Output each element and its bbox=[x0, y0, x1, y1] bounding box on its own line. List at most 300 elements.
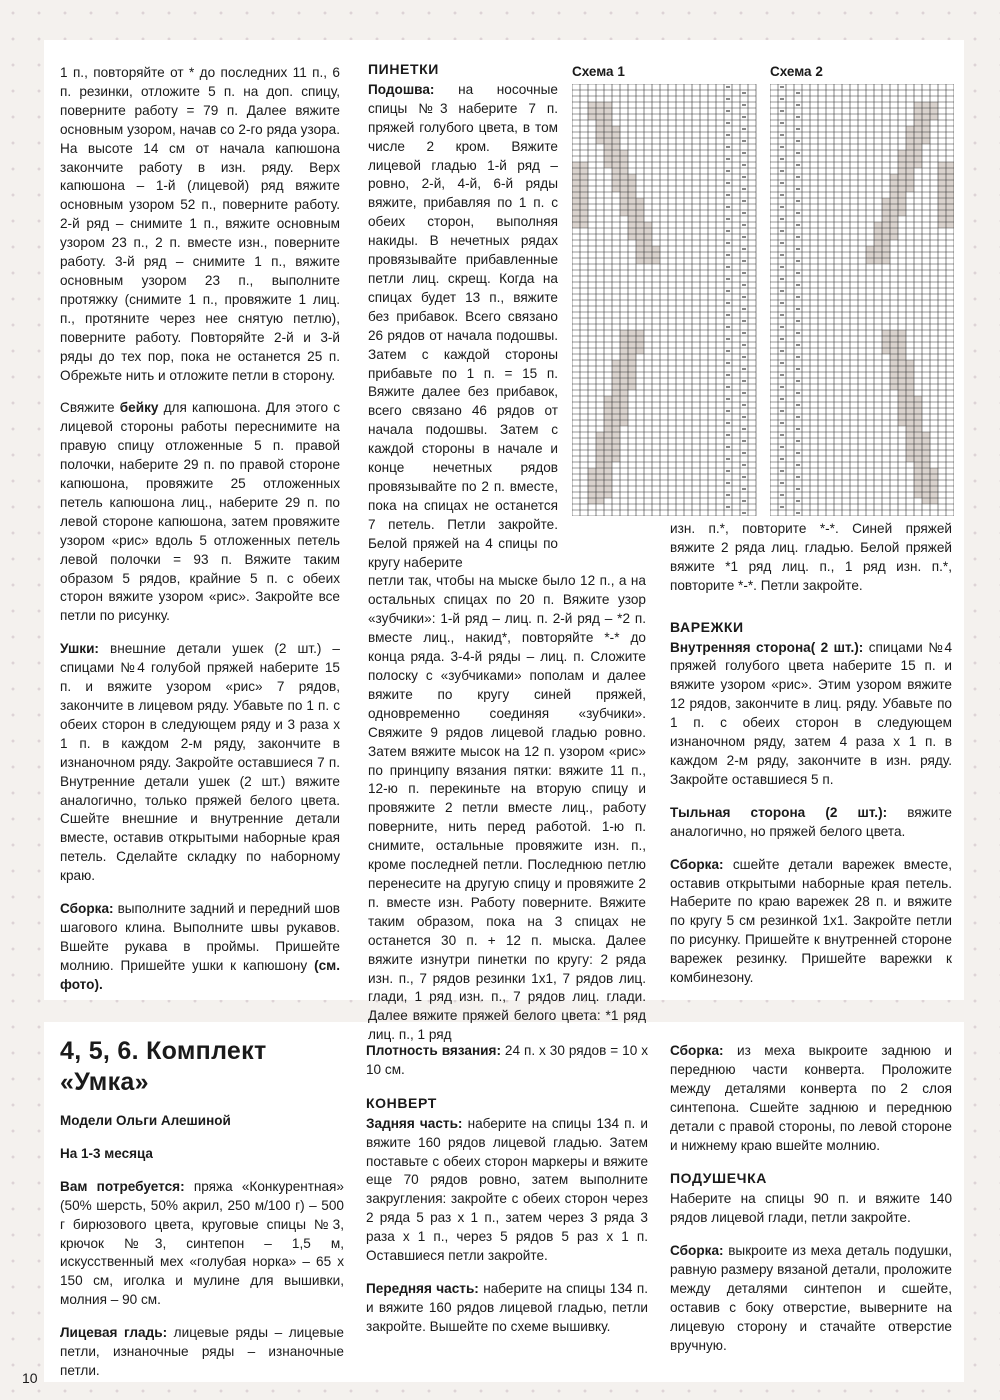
scheme-shaded-cell bbox=[898, 210, 906, 216]
scheme-shaded-cell bbox=[906, 360, 914, 366]
scheme-shaded-cell bbox=[882, 336, 890, 342]
scheme-shaded-cell bbox=[604, 126, 612, 132]
scheme-shaded-cell bbox=[612, 408, 620, 414]
author-line: Модели Ольги Алешиной bbox=[60, 1113, 231, 1128]
scheme-shaded-cell bbox=[596, 450, 604, 456]
scheme-shaded-cell bbox=[604, 132, 612, 138]
scheme-shaded-cell bbox=[580, 186, 588, 192]
scheme-shaded-cell bbox=[906, 144, 914, 150]
scheme-shaded-cell bbox=[930, 474, 938, 480]
scheme-shaded-cell bbox=[866, 258, 874, 264]
scheme-shaded-cell bbox=[620, 198, 628, 204]
scheme-shaded-cell bbox=[612, 144, 620, 150]
envelope-assembly-paragraph: Сборка: из меха выкроите заднюю и переднюю части конверта. Проложите между деталями конверта по 2 слоя синтепона. Сшейте заднюю и переднюю детали с правой стороны, по левой стороне и нижнему краю вшейте молнию. bbox=[670, 1043, 952, 1153]
scheme-shaded-cell bbox=[620, 366, 628, 372]
scheme-shaded-cell bbox=[620, 378, 628, 384]
scheme-shaded-cell bbox=[628, 366, 636, 372]
scheme-shaded-cell bbox=[612, 180, 620, 186]
scheme-shaded-cell bbox=[572, 180, 580, 186]
scheme-shaded-cell bbox=[628, 192, 636, 198]
scheme-shaded-cell bbox=[922, 432, 930, 438]
scheme-shaded-cell bbox=[874, 228, 882, 234]
scheme-shaded-cell bbox=[890, 234, 898, 240]
scheme-shaded-cell bbox=[604, 492, 612, 498]
scheme-shaded-cell bbox=[906, 402, 914, 408]
scheme-shaded-cell bbox=[588, 102, 596, 108]
scheme-shaded-cell bbox=[914, 162, 922, 168]
scheme-shaded-cell bbox=[946, 186, 954, 192]
scheme-shaded-cell bbox=[882, 210, 890, 216]
scheme-shaded-cell bbox=[612, 420, 620, 426]
scheme-shaded-cell bbox=[906, 438, 914, 444]
scheme-shaded-cell bbox=[882, 330, 890, 336]
scheme-shaded-cell bbox=[938, 198, 946, 204]
scheme-shaded-cell bbox=[636, 330, 644, 336]
scheme-shaded-cell bbox=[612, 186, 620, 192]
scheme-shaded-cell bbox=[890, 186, 898, 192]
back-side-paragraph: Тыльная сторона (2 шт.): вяжите аналогично, но пряжей белого цвета. bbox=[670, 804, 952, 839]
scheme-shaded-cell bbox=[874, 234, 882, 240]
scheme-shaded-cell bbox=[612, 456, 620, 462]
scheme-shaded-cell bbox=[572, 198, 580, 204]
scheme-shaded-cell bbox=[596, 444, 604, 450]
scheme-shaded-cell bbox=[580, 222, 588, 228]
scheme-shaded-cell bbox=[572, 210, 580, 216]
scheme-shaded-cell bbox=[604, 420, 612, 426]
scheme-shaded-cell bbox=[922, 450, 930, 456]
scheme-shaded-cell bbox=[588, 474, 596, 480]
scheme-shaded-cell bbox=[636, 198, 644, 204]
stockinette-paragraph: Лицевая гладь: лицевые ряды – лицевые петли, изнаночные ряды – изнаночные петли. bbox=[60, 1325, 344, 1378]
scheme-shaded-cell bbox=[628, 216, 636, 222]
scheme-shaded-cell bbox=[628, 330, 636, 336]
scheme-shaded-cell bbox=[938, 168, 946, 174]
scheme-shaded-cell bbox=[914, 492, 922, 498]
scheme-shaded-cell bbox=[596, 456, 604, 462]
scheme-shaded-cell bbox=[906, 444, 914, 450]
scheme-shaded-cell bbox=[890, 348, 898, 354]
scheme-shaded-cell bbox=[930, 468, 938, 474]
scheme-shaded-cell bbox=[628, 354, 636, 360]
scheme-shaded-cell bbox=[898, 198, 906, 204]
scheme-shaded-cell bbox=[628, 348, 636, 354]
scheme-shaded-cell bbox=[922, 480, 930, 486]
scheme-shaded-cell bbox=[620, 192, 628, 198]
scheme-shaded-cell bbox=[604, 432, 612, 438]
scheme-shaded-cell bbox=[890, 204, 898, 210]
scheme-shaded-cell bbox=[628, 372, 636, 378]
scheme-shaded-cell bbox=[612, 366, 620, 372]
scheme-shaded-cell bbox=[914, 432, 922, 438]
scheme-shaded-cell bbox=[596, 474, 604, 480]
scheme-shaded-cell bbox=[914, 114, 922, 120]
scheme-shaded-cell bbox=[898, 414, 906, 420]
scheme-shaded-cell bbox=[628, 174, 636, 180]
scheme-shaded-cell bbox=[930, 114, 938, 120]
scheme-shaded-cell bbox=[922, 474, 930, 480]
scheme-shaded-cell bbox=[612, 174, 620, 180]
scheme-shaded-cell bbox=[620, 360, 628, 366]
scheme-shaded-cell bbox=[588, 108, 596, 114]
scheme-shaded-cell bbox=[882, 342, 890, 348]
scheme-shaded-cell bbox=[628, 180, 636, 186]
scheme-shaded-cell bbox=[620, 402, 628, 408]
bottom-column-2 bbox=[366, 1042, 648, 1351]
scheme-shaded-cell bbox=[946, 198, 954, 204]
scheme-shaded-cell bbox=[938, 222, 946, 228]
scheme-shaded-cell bbox=[914, 438, 922, 444]
scheme-shaded-cell bbox=[914, 456, 922, 462]
scheme-shaded-cell bbox=[890, 210, 898, 216]
scheme-shaded-cell bbox=[620, 330, 628, 336]
scheme-shaded-cell bbox=[922, 498, 930, 504]
scheme-shaded-cell bbox=[636, 342, 644, 348]
scheme-shaded-cell bbox=[612, 432, 620, 438]
scheme-shaded-cell bbox=[914, 132, 922, 138]
scheme-shaded-cell bbox=[596, 114, 604, 120]
scheme-shaded-cell bbox=[596, 480, 604, 486]
scheme-shaded-cell bbox=[620, 420, 628, 426]
scheme-shaded-cell bbox=[620, 390, 628, 396]
scheme-shaded-cell bbox=[898, 378, 906, 384]
scheme-shaded-cell bbox=[644, 240, 652, 246]
scheme-shaded-cell bbox=[620, 336, 628, 342]
scheme-shaded-cell bbox=[604, 408, 612, 414]
scheme-shaded-cell bbox=[620, 342, 628, 348]
assembly-paragraph: Сборка: выполните задний и передний шов шагового клина. Выполните швы рукавов. Вшейте рукава в проймы. Пришейте молнию. Пришейте ушки к капюшону (см. фото). bbox=[60, 901, 340, 992]
scheme-shaded-cell bbox=[906, 420, 914, 426]
scheme-shaded-cell bbox=[890, 378, 898, 384]
scheme-shaded-cell bbox=[906, 384, 914, 390]
booties-heading: ПИНЕТКИ bbox=[368, 61, 439, 77]
scheme-shaded-cell bbox=[604, 114, 612, 120]
scheme-shaded-cell bbox=[882, 222, 890, 228]
scheme-shaded-cell bbox=[922, 126, 930, 132]
scheme-shaded-cell bbox=[922, 492, 930, 498]
scheme-shaded-cell bbox=[620, 168, 628, 174]
scheme-shaded-cell bbox=[596, 102, 604, 108]
scheme-shaded-cell bbox=[938, 210, 946, 216]
scheme-shaded-cell bbox=[588, 468, 596, 474]
scheme-shaded-cell bbox=[914, 126, 922, 132]
scheme-shaded-cell bbox=[612, 384, 620, 390]
scheme-shaded-cell bbox=[938, 216, 946, 222]
scheme-shaded-cell bbox=[898, 162, 906, 168]
scheme-shaded-cell bbox=[906, 138, 914, 144]
scheme-shaded-cell bbox=[612, 156, 620, 162]
scheme-shaded-cell bbox=[612, 360, 620, 366]
scheme-shaded-cell bbox=[612, 390, 620, 396]
scheme-shaded-cell bbox=[882, 198, 890, 204]
scheme-shaded-cell bbox=[906, 366, 914, 372]
scheme-shaded-cell bbox=[620, 180, 628, 186]
scheme-shaded-cell bbox=[620, 372, 628, 378]
scheme-shaded-cell bbox=[946, 216, 954, 222]
scheme-shaded-cell bbox=[866, 246, 874, 252]
scheme-shaded-cell bbox=[898, 420, 906, 426]
scheme-shaded-cell bbox=[914, 462, 922, 468]
scheme-shaded-cell bbox=[636, 204, 644, 210]
ears-paragraph: Ушки: внешние детали ушек (2 шт.) – спицами №4 голубой пряжей наберите 15 п. и вяжите узором «рис» 7 рядов, закончите в лицевом ряду. Убавьте по 1 п. с обеих сторон в следующем ряду и 3 раза х 1 п. в каждом 2-м ряду, закончите в изнаночном ряду. Закройте оставшиеся 7 п. Внутренние детали ушек (2 шт.) вяжите аналогично, только пряжей белого цвета. Сшейте внешние и внутренние детали вместе, оставив открытыми наборные края петель. Сделайте складку по наборному краю. bbox=[60, 641, 340, 884]
scheme-shaded-cell bbox=[898, 168, 906, 174]
scheme-shaded-cell bbox=[572, 162, 580, 168]
scheme-shaded-cell bbox=[906, 396, 914, 402]
scheme-shaded-cell bbox=[890, 174, 898, 180]
scheme-shaded-cell bbox=[882, 240, 890, 246]
scheme-shaded-cell bbox=[890, 342, 898, 348]
scheme-shaded-cell bbox=[604, 156, 612, 162]
scheme-shaded-cell bbox=[898, 150, 906, 156]
scheme-shaded-cell bbox=[644, 252, 652, 258]
scheme-shaded-cell bbox=[596, 138, 604, 144]
scheme-shaded-cell bbox=[572, 204, 580, 210]
scheme-shaded-cell bbox=[882, 348, 890, 354]
scheme-shaded-cell bbox=[636, 246, 644, 252]
scheme-shaded-cell bbox=[890, 360, 898, 366]
scheme-shaded-cell bbox=[914, 156, 922, 162]
scheme-shaded-cell bbox=[620, 414, 628, 420]
scheme-shaded-cell bbox=[612, 132, 620, 138]
scheme-shaded-cell bbox=[922, 132, 930, 138]
inner-side-paragraph: Внутренняя сторона( 2 шт.): спицами №4 пряжей голубого цвета наберите 15 п. и вяжите узором «рис». Этим узором вяжите 12 рядов, закончите в лиц. ряду. Убавьте по 1 п. с обеих сторон в следующем изнаночном ряду, затем 4 раза х 1 п. в каждом 2-м ряду, закончите в изн. ряду. Закройте оставшиеся 5 п. bbox=[670, 639, 952, 787]
scheme-shaded-cell bbox=[938, 192, 946, 198]
column-1 bbox=[60, 64, 340, 1009]
scheme-shaded-cell bbox=[620, 156, 628, 162]
scheme-shaded-cell bbox=[906, 126, 914, 132]
scheme-shaded-cell bbox=[572, 222, 580, 228]
scheme-shaded-cell bbox=[580, 174, 588, 180]
scheme-shaded-cell bbox=[946, 174, 954, 180]
scheme-shaded-cell bbox=[898, 402, 906, 408]
scheme-shaded-cell bbox=[612, 450, 620, 456]
scheme-shaded-cell bbox=[930, 108, 938, 114]
scheme-shaded-cell bbox=[580, 198, 588, 204]
hood-paragraph: 1 п., повторяйте от * до последних 11 п., 6 п. резинки, отложите 5 п. на доп. спицу, поверните работу = 79 п. Далее вяжите основным узором, начав со 2-го ряда узора. На высоте 14 см от начала капюшона закончите работу в изн. ряду. Верх капюшона – 1-й (лицевой) ряд вяжите основным узором 52 п., поверните работу. 2-й ряд – снимите 1 п., вяжите основным узором 23 п., 2 п. вместе изн., поверните работу. 3-й ряд – снимите 1 п., вяжите основным узором 23 п., выполните протяжку (снимите 1 п., провяжите 1 лиц. п., протяните через нее снятую петлю), поверните работу. Повторяйте 2-й и 3-й ряды до тех пор, пока не останется 25 п. Обрежьте нить и отложите петли в сторону. bbox=[60, 65, 340, 383]
scheme-shaded-cell bbox=[914, 474, 922, 480]
scheme-shaded-cell bbox=[914, 150, 922, 156]
scheme-shaded-cell bbox=[636, 258, 644, 264]
scheme-1-title: Схема 1 bbox=[572, 64, 625, 79]
scheme-shaded-cell bbox=[628, 222, 636, 228]
scheme-shaded-cell bbox=[612, 396, 620, 402]
scheme-shaded-cell bbox=[914, 450, 922, 456]
scheme-shaded-cell bbox=[866, 252, 874, 258]
scheme-shaded-cell bbox=[906, 180, 914, 186]
scheme-shaded-cell bbox=[906, 168, 914, 174]
scheme-shaded-cell bbox=[898, 180, 906, 186]
scheme-shaded-cell bbox=[914, 102, 922, 108]
sole-paragraph: Подошва: на носочные спицы №3 наберите 7 п. пряжей голубого цвета, в том числе 2 кром. Вяжите лицевой гладью 1-й ряд – ровно, 2-й, 4-й, 6-й ряды вяжите, прибавляя по 1 п. с обеих сторон, выполняя накиды. В нечетных рядах провязывайте прибавленные петли лиц. скрещ. Когда на спицах будет 13 п., вяжите без прибавок. Всего связано 26 рядов от начала подошвы. Затем с каждой стороны прибавьте по 1 п. = 15 п. Вяжите далее без прибавок, всего связано 46 рядов от начала подошвы. Затем с каждой стороны в начале и конце нечетных рядов провязывайте по 2 п. вместе, пока на спицах не останется 7 петель. Петли закройте. Белой пряжей на 4 спицы по кругу наберите bbox=[368, 81, 558, 570]
scheme-shaded-cell bbox=[906, 450, 914, 456]
scheme-shaded-cell bbox=[580, 210, 588, 216]
scheme-2-title: Схема 2 bbox=[770, 64, 823, 79]
scheme-shaded-cell bbox=[644, 222, 652, 228]
scheme-shaded-cell bbox=[620, 408, 628, 414]
scheme-shaded-cell bbox=[914, 414, 922, 420]
scheme-shaded-cell bbox=[914, 120, 922, 126]
scheme-shaded-cell bbox=[938, 180, 946, 186]
scheme-shaded-cell bbox=[890, 372, 898, 378]
scheme-shaded-cell bbox=[922, 468, 930, 474]
scheme-shaded-cell bbox=[874, 240, 882, 246]
scheme-shaded-cell bbox=[636, 210, 644, 216]
scheme-shaded-cell bbox=[628, 336, 636, 342]
scheme-shaded-cell bbox=[922, 102, 930, 108]
scheme-shaded-cell bbox=[914, 408, 922, 414]
scheme-shaded-cell bbox=[596, 468, 604, 474]
scheme-shaded-cell bbox=[922, 138, 930, 144]
scheme-shaded-cell bbox=[604, 402, 612, 408]
scheme-shaded-cell bbox=[914, 486, 922, 492]
scheme-shaded-cell bbox=[580, 180, 588, 186]
scheme-shaded-cell bbox=[572, 174, 580, 180]
scheme-shaded-cell bbox=[898, 354, 906, 360]
scheme-shaded-cell bbox=[604, 462, 612, 468]
scheme-shaded-cell bbox=[596, 132, 604, 138]
scheme-shaded-cell bbox=[906, 162, 914, 168]
scheme-shaded-cell bbox=[914, 420, 922, 426]
scheme-shaded-cell bbox=[612, 372, 620, 378]
scheme-shaded-cell bbox=[604, 444, 612, 450]
scheme-shaded-cell bbox=[898, 384, 906, 390]
scheme-shaded-cell bbox=[906, 186, 914, 192]
scheme-shaded-cell bbox=[946, 222, 954, 228]
scheme-shaded-cell bbox=[914, 468, 922, 474]
scheme-shaded-cell bbox=[604, 108, 612, 114]
scheme-shaded-cell bbox=[612, 438, 620, 444]
scheme-shaded-cell bbox=[596, 462, 604, 468]
scheme-shaded-cell bbox=[890, 366, 898, 372]
scheme-shaded-cell bbox=[938, 186, 946, 192]
scheme-shaded-cell bbox=[612, 444, 620, 450]
scheme-shaded-cell bbox=[596, 486, 604, 492]
pillow-assembly-paragraph: Сборка: выкроите из меха деталь подушки, равную размеру вязаной детали, проложите между деталями синтепон и сшейте, оставив с боку отверстие, выверните на лицевую сторону и стачайте отверстие вручную. bbox=[670, 1243, 952, 1353]
scheme-shaded-cell bbox=[890, 330, 898, 336]
scheme-shaded-cell bbox=[620, 348, 628, 354]
scheme-shaded-cell bbox=[628, 234, 636, 240]
scheme-shaded-cell bbox=[906, 426, 914, 432]
scheme-shaded-cell bbox=[906, 378, 914, 384]
scheme-shaded-cell bbox=[898, 360, 906, 366]
booties-continued-paragraph: петли так, чтобы на мыске было 12 п., а на остальных спицах по 20 п. Вяжите узор «зубчики»: 1-й ряд – лиц. п. 2-й ряд – *2 п. вместе лиц., накид*, повторяйте *-* до конца ряда. 3-4-й ряды – лиц. п. Сложите полоску с «зубчиками» пополам и далее вяжите по кругу синей пряжей, одновременно соединяя «зубчики». Свяжите 9 рядов лицевой гладью ровно. Затем вяжите мысок на 12 п. узором «рис» по принципу вязания пятки: вяжите 11 п., 12-ю п. перекиньте на вторую спицу и провяжите 2 петли вместе лиц., работу поверните, нить перед работой. 1-ю п. снимите, остальные провяжите изн. п., кроме последней петли. Последнюю петлю перенесите на другую спицу и провяжите 2 п. вместе изн. Работу поверните. Вяжите таким образом, пока на 3 спицах не останется 30 п. + 12 п. мыска. Далее вяжите изнутри пинетки по кругу: 2 ряда изн. п., 7 рядов резинки 1x1, 7 рядов лиц. глади, 1 ряд изн. п., 7 рядов лиц. глади. Далее вяжите пряжей белого цвета: *1 ряд лиц. п., 1 ряд bbox=[368, 573, 646, 1043]
scheme-shaded-cell bbox=[914, 108, 922, 114]
scheme-shaded-cell bbox=[898, 396, 906, 402]
mittens-assembly-paragraph: Сборка: сшейте детали варежек вместе, оставив открытыми наборные края петель. Наберите по краю варежек 28 п. и вяжите по кругу 5 см резинкой 1x1. Закройте петли по рисунку. Пришейте к внутренней стороне варежек резинку. Пришейте варежки к комбинезону. bbox=[670, 856, 952, 986]
scheme-shaded-cell bbox=[930, 102, 938, 108]
scheme-shaded-cell bbox=[922, 438, 930, 444]
scheme-shaded-cell bbox=[922, 120, 930, 126]
scheme-shaded-cell bbox=[596, 498, 604, 504]
scheme-shaded-cell bbox=[604, 450, 612, 456]
scheme-shaded-cell bbox=[636, 216, 644, 222]
scheme-shaded-cell bbox=[572, 216, 580, 222]
page-number: 10 bbox=[22, 1370, 38, 1386]
scheme-shaded-cell bbox=[890, 198, 898, 204]
scheme-shaded-cell bbox=[890, 354, 898, 360]
scheme-shaded-cell bbox=[604, 120, 612, 126]
scheme-shaded-cell bbox=[914, 138, 922, 144]
scheme-shaded-cell bbox=[874, 222, 882, 228]
envelope-heading: КОНВЕРТ bbox=[366, 1094, 437, 1111]
scheme-shaded-cell bbox=[596, 108, 604, 114]
scheme-shaded-cell bbox=[644, 258, 652, 264]
scheme-shaded-cell bbox=[636, 348, 644, 354]
materials-paragraph: Вам потребуется: пряжа «Конкурентная» (50% шерсть, 50% акрил, 250 м/100 г) – 500 г бирюзового цвета, круговые спицы №3, крючок №3, синтепон – 1,5 м, искусственный мех «голубая норка» – 65 х 150 см, иголка и мулине для вышивки, молния – 90 см. bbox=[60, 1178, 344, 1308]
scheme-shaded-cell bbox=[628, 360, 636, 366]
scheme-shaded-cell bbox=[890, 216, 898, 222]
scheme-shaded-cell bbox=[906, 408, 914, 414]
scheme-shaded-cell bbox=[604, 438, 612, 444]
scheme-shaded-cell bbox=[882, 216, 890, 222]
scheme-shaded-cell bbox=[874, 258, 882, 264]
bottom-column-1 bbox=[60, 1036, 344, 1395]
scheme-shaded-cell bbox=[588, 498, 596, 504]
scheme-shaded-cell bbox=[930, 486, 938, 492]
binding-paragraph: Свяжите бейку для капюшона. Для этого с лицевой стороны работы переснимите на правую спицу отложенные 5 п. правой полочки, наберите 29 п. по правой стороне капюшона, провяжите 25 отложенных петель капюшона лиц., наберите 29 п. по левой стороне капюшона, затем провяжите узором «рис» вдоль 5 отложенных петель левой полочки = 93 п. Вяжите таким образом 5 рядов, крайние 5 п. с обеих сторон вяжите узором «рис». Закройте все петли по рисунку. bbox=[60, 400, 340, 624]
scheme-shaded-cell bbox=[628, 384, 636, 390]
scheme-shaded-cell bbox=[914, 426, 922, 432]
scheme-shaded-cell bbox=[620, 204, 628, 210]
scheme-shaded-cell bbox=[882, 246, 890, 252]
scheme-shaded-cell bbox=[922, 114, 930, 120]
scheme-shaded-cell bbox=[612, 168, 620, 174]
scheme-shaded-cell bbox=[612, 138, 620, 144]
scheme-shaded-cell bbox=[882, 228, 890, 234]
scheme-shaded-cell bbox=[906, 372, 914, 378]
scheme-shaded-cell bbox=[604, 486, 612, 492]
scheme-shaded-cell bbox=[922, 456, 930, 462]
scheme-shaded-cell bbox=[604, 480, 612, 486]
column-3 bbox=[670, 520, 952, 1002]
scheme-shaded-cell bbox=[620, 396, 628, 402]
scheme-shaded-cell bbox=[914, 444, 922, 450]
scheme-shaded-cell bbox=[604, 162, 612, 168]
scheme-shaded-cell bbox=[628, 204, 636, 210]
scheme-shaded-cell bbox=[906, 432, 914, 438]
scheme-shaded-cell bbox=[922, 444, 930, 450]
scheme-shaded-cell bbox=[588, 492, 596, 498]
scheme-shaded-cell bbox=[930, 480, 938, 486]
scheme-shaded-cell bbox=[906, 156, 914, 162]
scheme-shaded-cell bbox=[890, 222, 898, 228]
scheme-shaded-cell bbox=[882, 258, 890, 264]
scheme-shaded-cell bbox=[628, 210, 636, 216]
age-line: На 1-3 месяца bbox=[60, 1145, 153, 1161]
scheme-shaded-cell bbox=[620, 162, 628, 168]
scheme-shaded-cell bbox=[628, 378, 636, 384]
scheme-shaded-cell bbox=[620, 210, 628, 216]
scheme-shaded-cell bbox=[612, 402, 620, 408]
scheme-shaded-cell bbox=[604, 396, 612, 402]
scheme-shaded-cell bbox=[588, 114, 596, 120]
bottom-column-3 bbox=[670, 1042, 952, 1370]
scheme-shaded-cell bbox=[580, 204, 588, 210]
scheme-shaded-cell bbox=[580, 216, 588, 222]
scheme-shaded-cell bbox=[914, 402, 922, 408]
scheme-shaded-cell bbox=[612, 150, 620, 156]
scheme-shaded-cell bbox=[898, 372, 906, 378]
scheme-shaded-cell bbox=[604, 138, 612, 144]
scheme-shaded-cell bbox=[580, 168, 588, 174]
booties-end-paragraph: изн. п.*, повторите *-*. Синей пряжей вяжите 2 ряда лиц. гладью. Белой пряжей вяжите *1 ряд лиц. п., 1 ряд изн. п.*, повторите *-*. Петли закройте. bbox=[670, 521, 952, 593]
scheme-shaded-cell bbox=[612, 414, 620, 420]
scheme-shaded-cell bbox=[636, 240, 644, 246]
scheme-shaded-cell bbox=[628, 342, 636, 348]
scheme-shaded-cell bbox=[652, 258, 660, 264]
scheme-shaded-cell bbox=[596, 492, 604, 498]
scheme-shaded-cell bbox=[652, 246, 660, 252]
scheme-shaded-cell bbox=[890, 336, 898, 342]
